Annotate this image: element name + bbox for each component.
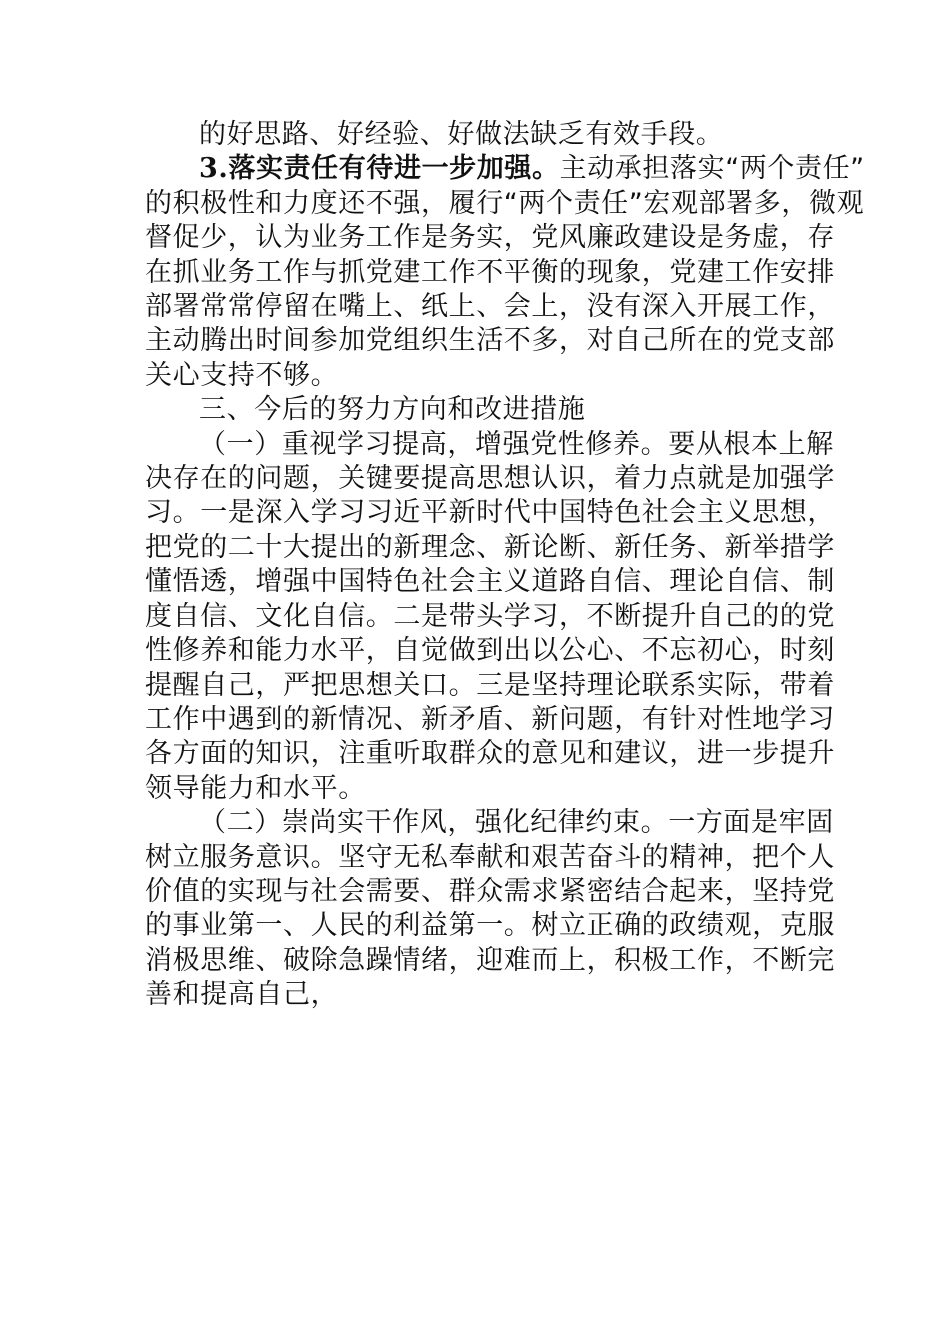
text-line: 关心支持不够。	[145, 359, 339, 391]
text-line: 习。一是深入学习习近平新时代中国特色社会主义思想，	[145, 497, 835, 529]
text-line: 的事业第一、人民的利益第一。树立正确的政绩观，克服	[145, 910, 835, 942]
text-line: 在抓业务工作与抓党建工作不平衡的现象，党建工作安排	[145, 256, 835, 288]
text-line: 决存在的问题，关键要提高思想认识，着力点就是加强学	[145, 463, 835, 495]
text-line: 主动腾出时间参加党组织生活不多，对自己所在的党支部	[145, 325, 835, 357]
text-line: 把党的二十大提出的新理念、新论断、新任务、新举措学	[145, 531, 835, 563]
text-line: 工作中遇到的新情况、新矛盾、新问题，有针对性地学习	[145, 703, 835, 735]
text-line: （一）重视学习提高，增强党性修养。要从根本上解	[199, 428, 834, 460]
text-line: 督促少，认为业务工作是务实，党风廉政建设是务虚，存	[145, 222, 835, 254]
section-heading: 三、今后的努力方向和改进措施	[199, 394, 586, 426]
text-line: 性修养和能力水平，自觉做到出以公心、不忘初心，时刻	[145, 635, 835, 667]
text-line: 的积极性和力度还不强，履行“两个责任”宏观部署多，微观	[145, 187, 865, 219]
text-line: 价值的实现与社会需要、群众需求紧密结合起来，坚持党	[145, 875, 835, 907]
text-line: 领导能力和水平。	[145, 772, 366, 804]
text-line: 度自信、文化自信。二是带头学习，不断提升自己的的党	[145, 600, 835, 632]
text-line: （二）崇尚实干作风，强化纪律约束。一方面是牢固	[199, 807, 834, 839]
text-line	[145, 152, 865, 186]
text-line: 善和提高自己，	[145, 979, 339, 1011]
bold-heading: 3.落实责任有待进一步加强。	[199, 153, 560, 185]
text-line: 懂悟透，增强中国特色社会主义道路自信、理论自信、制	[145, 566, 835, 598]
text-line: 提醒自己，严把思想关口。三是坚持理论联系实际，带着	[145, 669, 835, 701]
body-text	[145, 118, 865, 1013]
text-line: 部署常常停留在嘴上、纸上、会上，没有深入开展工作，	[145, 291, 835, 323]
text-line: 的好思路、好经验、好做法缺乏有效手段。	[199, 119, 724, 150]
text-line: 各方面的知识，注重听取群众的意见和建议，进一步提升	[145, 738, 835, 770]
text-fragment: 主动承担落实“两个责任”	[559, 153, 865, 185]
text-line: 树立服务意识。坚守无私奉献和艰苦奋斗的精神，把个人	[145, 841, 835, 873]
text-line: 消极思维、破除急躁情绪，迎难而上，积极工作，不断完	[145, 944, 835, 976]
